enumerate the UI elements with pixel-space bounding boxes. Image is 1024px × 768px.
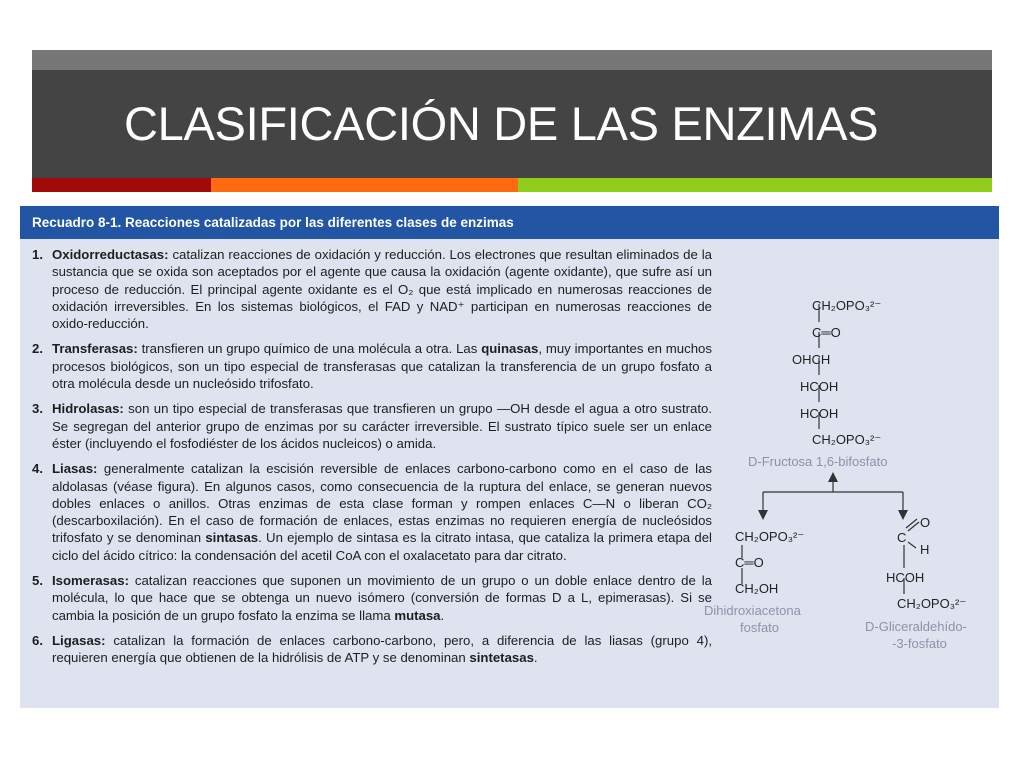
list-item-transferasas [30, 340, 712, 392]
list-item-hidrolasas [30, 400, 712, 452]
accent-bar-red [32, 178, 211, 192]
dhap-caption-2: fosfato [740, 620, 780, 635]
item-title: Liasas: [52, 461, 98, 477]
item-text: catalizan reacciones de oxidación y reducción. Los electrones que resultan eliminados de la sustancia que se oxida son aceptados por el agente que causa la oxidación (agente oxidante), que sufre así un proceso de reducción. El principal agente oxidante es el O₂ que está implicado en numerosas reacciones de oxidación irreversibles. En los sistemas biológicos, el FAD y NAD⁺ participan en numerosas reacciones de oxido-reducción. [52, 247, 712, 332]
list-item-ligasas [30, 632, 712, 667]
dhap-caption-1: Dihidroxiacetona [704, 603, 801, 618]
item-title: Oxidorreductasas: [52, 247, 169, 262]
g3p-c2: HCOH [886, 570, 925, 585]
g3p-carbon: C [897, 530, 907, 545]
fructose-c2: C═O [812, 325, 841, 340]
item-title: Transferasas: [52, 341, 138, 357]
accent-bar-orange [211, 178, 518, 192]
item-number: 4. [32, 461, 43, 477]
item-bold-term: mutasa [394, 607, 441, 623]
item-bold-term: quinasas [481, 341, 539, 357]
g3p-hydrogen: H [920, 542, 930, 557]
fructose-caption: D-Fructosa 1,6-bifosfato [748, 454, 888, 469]
fructose-c1: CH₂OPO₃²⁻ [812, 298, 882, 313]
g3p-c3: CH₂OPO₃²⁻ [897, 596, 967, 611]
list-item-isomerasas [30, 572, 712, 624]
accent-bar-green [518, 178, 992, 192]
fructose-c6: CH₂OPO₃²⁻ [812, 432, 882, 447]
item-bold-term: sintetasas [469, 650, 534, 666]
fructose-c4: HCOH [800, 379, 839, 394]
item-text: . [440, 607, 445, 623]
fructose-c3: OHCH [792, 352, 831, 367]
item-text: catalizan reacciones que suponen un movimiento de un grupo o un doble enlace dentro de la molécula, lo que hace que se obtenga un nuevo isómero (conversión de formas D a L, epimerasas). Si se cambia la posición de un grupo fosfato la enzima se llama [52, 573, 712, 623]
aldolase-diagram [700, 286, 1000, 666]
dhap-c1: CH₂OPO₃²⁻ [735, 529, 805, 544]
item-number: 5. [32, 573, 43, 589]
g3p-caption-1: D-Gliceraldehído- [865, 619, 967, 634]
item-number: 2. [32, 341, 43, 357]
item-text: generalmente catalizan la escisión reversible de enlaces carbono-carbono como en el caso de las aldolasas (véase figura). En algunos casos, como consecuencia de la ruptura del enlace, se generan nuevos dobles enlaces o anillos. Otras enzimas de esta clase forman y rompen enlaces C—N o liberan CO₂ (descarboxilación). En el caso de formación de enlaces, estas enzimas no requieren energía de nucleósidos trifosfato y se denominan [52, 461, 712, 546]
item-text: son un tipo especial de transferasas que transfieren un grupo —OH desde el agua a otro sustrato. Se segregan del anterior grupo de enzimas por su carácter irreversible. El sustrato típico suele ser un enlace éster (incluyendo el fosfodiéster de los ácidos nucleicos) o amida. [52, 401, 712, 451]
item-text: catalizan la formación de enlaces carbono-carbono, pero, a diferencia de las liasas (grupo 4), requieren energía que obtienen de la hidrólisis de ATP y se denominan [52, 632, 712, 666]
fructose-c5: HCOH [800, 406, 839, 421]
dhap-c2: C═O [735, 555, 764, 570]
item-title: Ligasas: [52, 632, 106, 648]
enzyme-list [30, 246, 712, 675]
dhap-c3: CH₂OH [735, 581, 779, 596]
item-text: . Un ejemplo de sintasa es la citrato intasa, que cataliza la primera etapa del ciclo del ácido cítrico: la condensación del acetil CoA con el oxalacetato para dar citrato. [52, 530, 712, 563]
item-number: 3. [32, 401, 43, 417]
g3p-caption-2: -3-fosfato [892, 636, 947, 651]
item-title: Hidrolasas: [52, 401, 124, 417]
list-item-liasas [30, 460, 712, 564]
item-text: . [533, 650, 538, 666]
item-title: Isomerasas: [52, 573, 129, 589]
title-top-strip [32, 50, 992, 70]
item-text: , muy importantes en muchos procesos biológicos, son un tipo especial de transferasas que catalizan la transferencia de un grupo fosfato a otra molécula desde un nucleósido trifosfato. [52, 341, 712, 392]
list-item-oxidorreductasas [30, 246, 712, 332]
item-text: transfieren un grupo químico de una molécula a otra. Las [137, 341, 482, 357]
item-number: 6. [32, 632, 43, 648]
item-number: 1. [32, 247, 43, 262]
g3p-oxygen: O [920, 515, 931, 530]
item-bold-term: sintasas [205, 530, 259, 546]
box-header: Recuadro 8-1. Reacciones catalizadas por las diferentes clases de enzimas [20, 206, 999, 239]
slide-title: CLASIFICACIÓN DE LAS ENZIMAS [124, 97, 879, 150]
